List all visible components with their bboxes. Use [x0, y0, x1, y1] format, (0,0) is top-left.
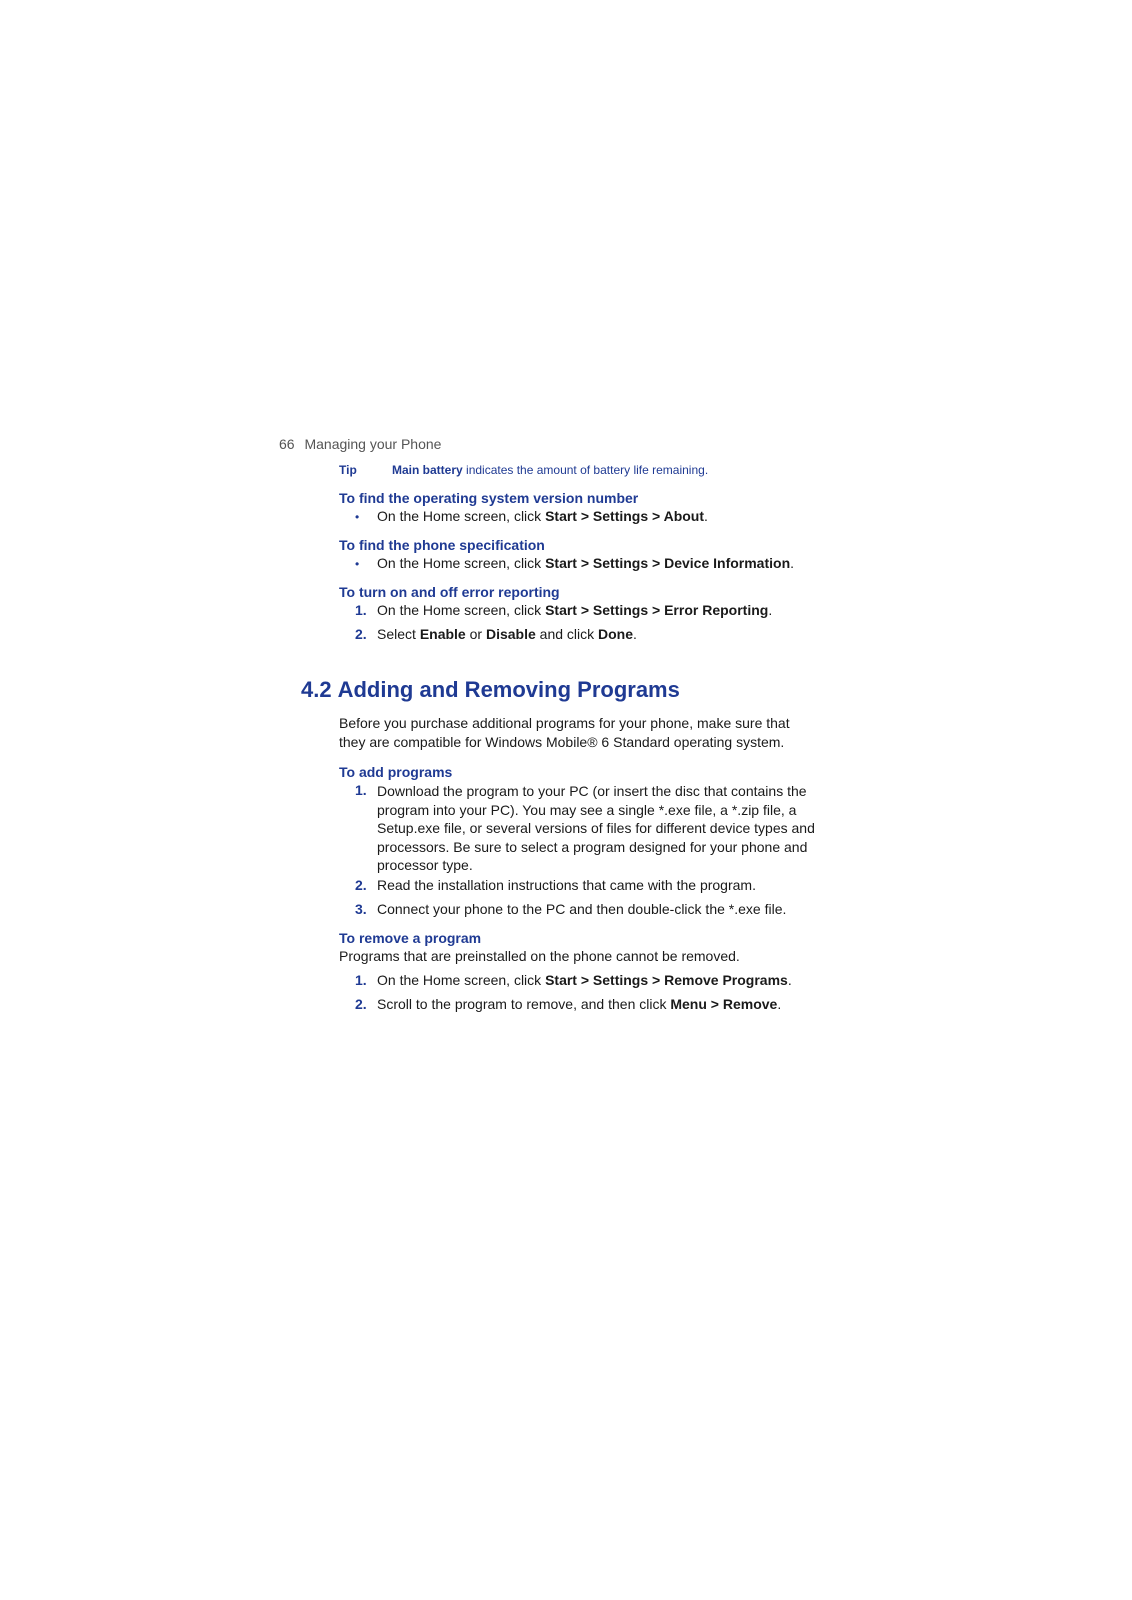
tip-bold: Main battery: [392, 463, 463, 477]
heading-remove-program: To remove a program: [339, 930, 482, 946]
phone-spec-instruction: [377, 555, 794, 571]
option-done: Done: [598, 626, 634, 642]
remove-step-1: [377, 972, 792, 988]
add-step-2: Read the installation instructions that came with the program.: [377, 877, 756, 893]
instruction-end: .: [787, 972, 792, 988]
error-reporting-step-2: [377, 626, 637, 642]
os-version-instruction: [377, 508, 708, 524]
tip-label: Tip: [339, 463, 357, 477]
tip-body: indicates the amount of battery life remaining.: [462, 463, 709, 477]
menu-path: Start > Settings > Error Reporting: [545, 602, 769, 618]
instruction-text: On the Home screen, click: [377, 508, 546, 524]
page-number: 66: [279, 436, 295, 452]
heading-error-reporting: To turn on and off error reporting: [339, 584, 560, 600]
instruction-end: .: [768, 602, 773, 618]
chapter-title: Managing your Phone: [304, 436, 442, 452]
step-number: 2.: [355, 626, 367, 642]
instruction-text: or: [465, 626, 486, 642]
instruction-text: On the Home screen, click: [377, 555, 546, 571]
remove-step-2: [377, 996, 781, 1012]
step-number: 2.: [355, 877, 367, 893]
menu-path: Start > Settings > Device Information: [545, 555, 791, 571]
menu-path: Start > Settings > Remove Programs: [545, 972, 788, 988]
step-number: 1.: [355, 972, 367, 988]
step-number: 3.: [355, 901, 367, 917]
add-step-1: Download the program to your PC (or insert the disc that contains the program into your PC). You may see a single *.exe file, a *.zip file, a Setup.exe file, or several versions of files for different device types and processors. Be sure to select a program designed for your phone and processor type.: [377, 783, 815, 873]
heading-phone-spec: To find the phone specification: [339, 537, 545, 553]
tip-text: [392, 463, 708, 477]
instruction-end: .: [777, 996, 782, 1012]
page-header: [279, 436, 441, 452]
menu-path: Start > Settings > About: [545, 508, 705, 524]
section-title: Adding and Removing Programs: [337, 677, 680, 702]
heading-os-version: To find the operating system version number: [339, 490, 639, 506]
bullet: •: [355, 557, 360, 571]
section-heading: [301, 677, 680, 703]
section-number: 4.2: [301, 677, 332, 702]
section-intro: Before you purchase additional programs for your phone, make sure that they are compatible for Windows Mobile® 6 Standard operating system.: [339, 715, 790, 750]
remove-note: Programs that are preinstalled on the phone cannot be removed.: [339, 948, 740, 964]
instruction-text: On the Home screen, click: [377, 972, 546, 988]
heading-add-programs: To add programs: [339, 764, 453, 780]
step-number: 1.: [355, 602, 367, 618]
bullet: •: [355, 510, 360, 524]
instruction-end: .: [704, 508, 708, 524]
add-step-3: Connect your phone to the PC and then double-click the *.exe file.: [377, 901, 787, 917]
instruction-text: and click: [535, 626, 599, 642]
option-disable: Disable: [485, 626, 536, 642]
instruction-end: .: [633, 626, 637, 642]
instruction-text: Select: [377, 626, 420, 642]
menu-path: Menu > Remove: [670, 996, 778, 1012]
step-number: 1.: [355, 782, 367, 798]
instruction-text: Scroll to the program to remove, and then click: [377, 996, 671, 1012]
instruction-text: On the Home screen, click: [377, 602, 546, 618]
instruction-end: .: [790, 555, 795, 571]
error-reporting-step-1: [377, 602, 772, 618]
step-number: 2.: [355, 996, 367, 1012]
option-enable: Enable: [419, 626, 466, 642]
